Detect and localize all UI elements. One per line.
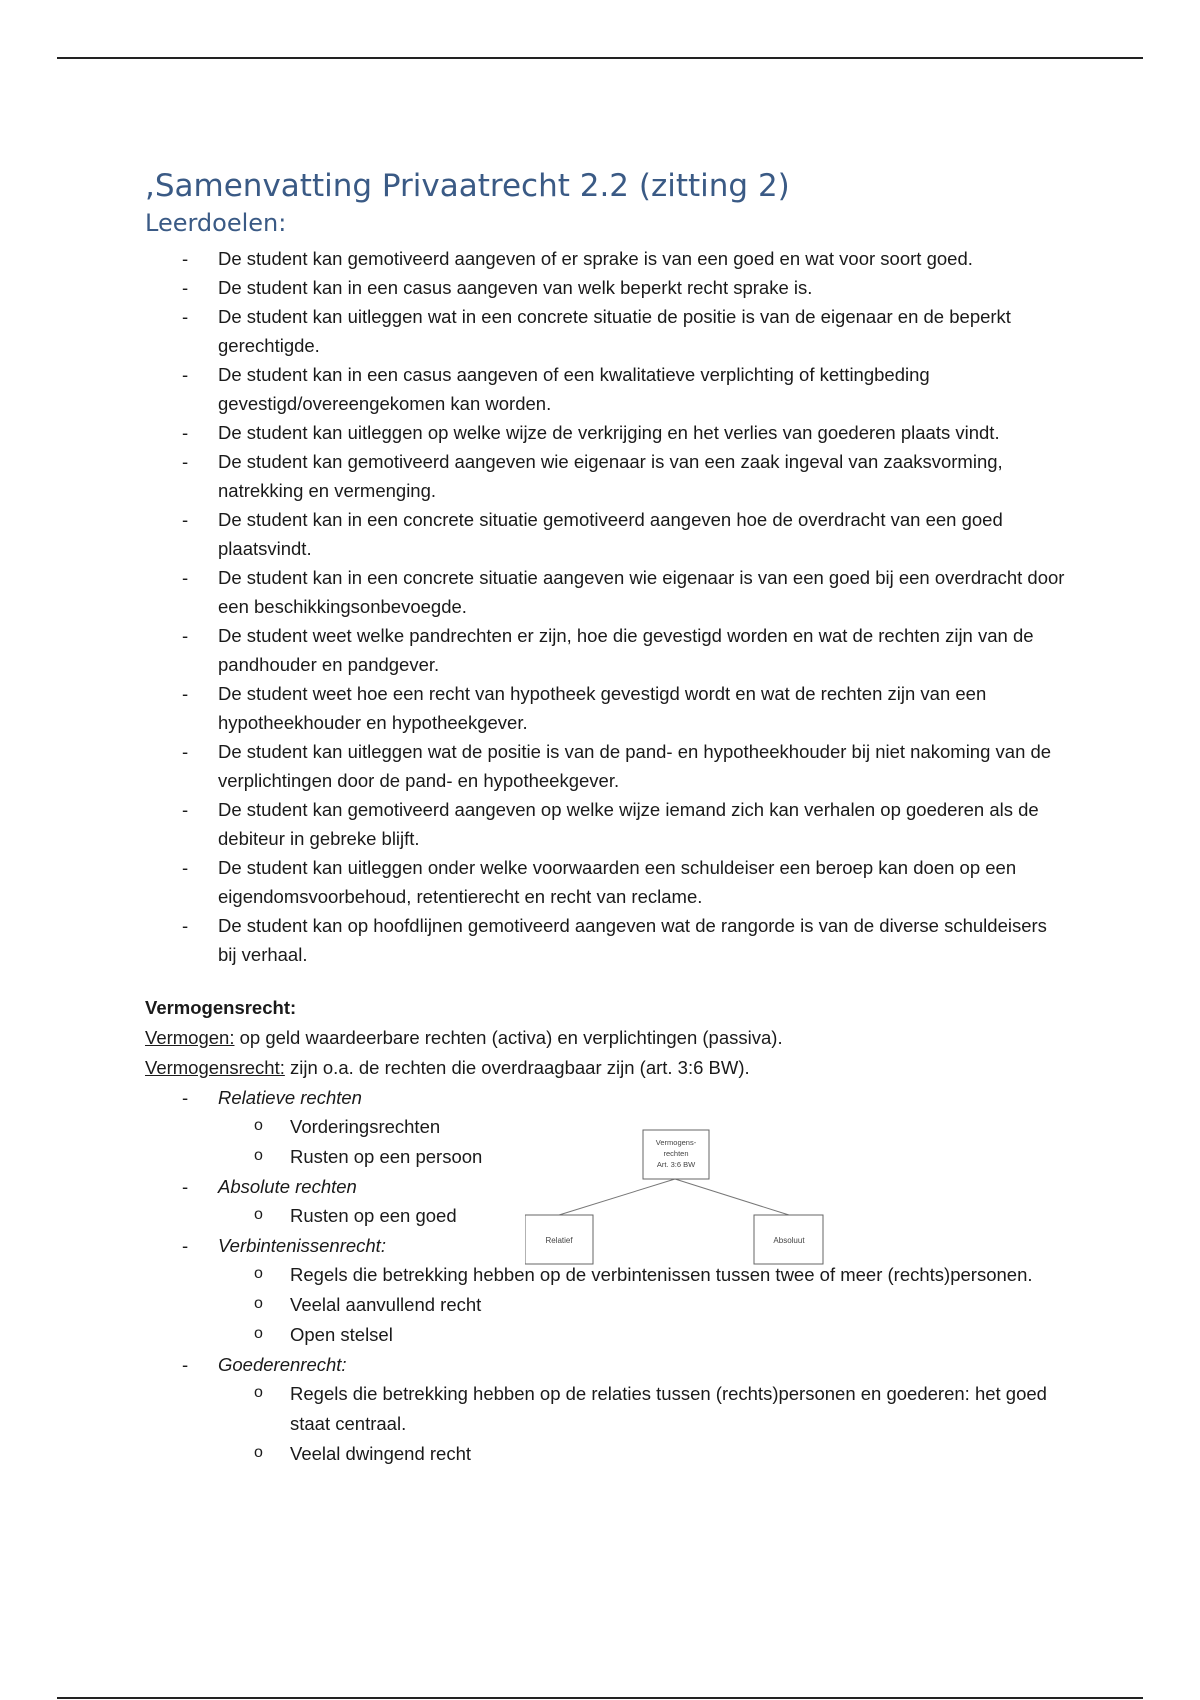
bottom-rule [57,1697,1143,1699]
term-vermogen: Vermogen: [145,1027,235,1048]
page-title: ,Samenvatting Privaatrecht 2.2 (zitting 2) [145,168,790,204]
list-item: - De student kan gemotiveerd aangeven op welke wijze iemand zich kan verhalen op goederen als de debiteur in gebreke blijft. [145,795,1065,853]
vermogensrechten-diagram [525,1127,825,1267]
list-item: o Veelal dwingend recht [145,1439,1065,1469]
list-item: o Rusten op een goed [145,1201,1065,1231]
sublist [218,1260,1065,1350]
leerdoelen-heading: Leerdoelen: [145,209,287,237]
goals-list [145,244,1065,969]
list-item: - De student kan in een concrete situatie gemotiveerd aangeven hoe de overdracht van een goed plaatsvindt. [145,505,1065,563]
list-item: o Regels die betrekking hebben op de relaties tussen (rechts)personen en goederen: het goed staat centraal. [145,1379,1065,1439]
sublist [218,1379,1065,1469]
list-item: - De student kan uitleggen onder welke voorwaarden een schuldeiser een beroep kan doen op een eigendomsvoorbehoud, retentierecht en recht van reclame. [145,853,1065,911]
list-item: - De student weet welke pandrechten er zijn, hoe die gevestigd worden en wat de rechten zijn van de pandhouder en pandgever. [145,621,1065,679]
absoluut-label: Absolute rechten [218,1176,357,1197]
list-item: - De student kan gemotiveerd aangeven wie eigenaar is van een zaak ingeval van zaaksvorming, natrekking en vermenging. [145,447,1065,505]
list-item: - De student kan uitleggen op welke wijze de verkrijging en het verlies van goederen plaats vindt. [145,418,1065,447]
relatief-label: Relatieve rechten [218,1087,362,1108]
diagram-top-line3: Art. 3:6 BW [656,1160,696,1169]
list-item: - De student kan in een casus aangeven van welk beperkt recht sprake is. [145,273,1065,302]
list-item: o Rusten op een persoon [145,1142,1065,1172]
connector-right [675,1179,789,1215]
term-vermogensrecht: Vermogensrecht: [145,1057,285,1078]
connector-left [559,1179,675,1215]
definition-vermogen [145,1023,1065,1053]
list-item-goederen [145,1350,1065,1469]
definition-vermogensrecht [145,1053,1065,1083]
list-item: o Vorderingsrechten [145,1112,1065,1142]
list-item: - De student kan gemotiveerd aangeven of er sprake is van een goed en wat voor soort goed. [145,244,1065,273]
list-item: o Veelal aanvullend recht [145,1290,1065,1320]
list-item: - De student kan uitleggen wat in een concrete situatie de positie is van de eigenaar en de beperkt gerechtigde. [145,302,1065,360]
list-item: - De student kan in een concrete situatie aangeven wie eigenaar is van een goed bij een overdracht door een beschikkingsonbevoegde. [145,563,1065,621]
list-item: o Regels die betrekking hebben op de verbintenissen tussen twee of meer (rechts)personen. [145,1260,1065,1290]
top-rule [57,57,1143,59]
goederen-label: Goederenrecht: [218,1354,347,1375]
list-item: - De student kan op hoofdlijnen gemotiveerd aangeven wat de rangorde is van de diverse schuldeisers bij verhaal. [145,911,1065,969]
verbintenissen-label: Verbintenissenrecht: [218,1235,386,1256]
diagram-top-line2: rechten [663,1149,689,1158]
diagram-top-line1: Vermogens- [655,1138,697,1147]
definition-text: zijn o.a. de rechten die overdraagbaar zijn (art. 3:6 BW). [284,1057,750,1078]
vermogensrecht-heading: Vermogensrecht: [145,997,297,1018]
list-item: - De student weet hoe een recht van hypotheek gevestigd wordt en wat de rechten zijn van een hypotheekhouder en hypotheekgever. [145,679,1065,737]
list-item: - De student kan uitleggen wat de positie is van de pand- en hypotheekhouder bij niet nakoming van de verplichtingen door de pand- en hypotheekgever. [145,737,1065,795]
list-item: - De student kan in een casus aangeven of een kwalitatieve verplichting of kettingbeding gevestigd/overeengekomen kan worden. [145,360,1065,418]
diagram-label-absoluut: Absoluut [773,1236,805,1245]
list-item: o Open stelsel [145,1320,1065,1350]
diagram-label-relatief: Relatief [545,1236,573,1245]
document-body [145,166,1065,1469]
definition-text: op geld waardeerbare rechten (activa) en verplichtingen (passiva). [234,1027,783,1048]
